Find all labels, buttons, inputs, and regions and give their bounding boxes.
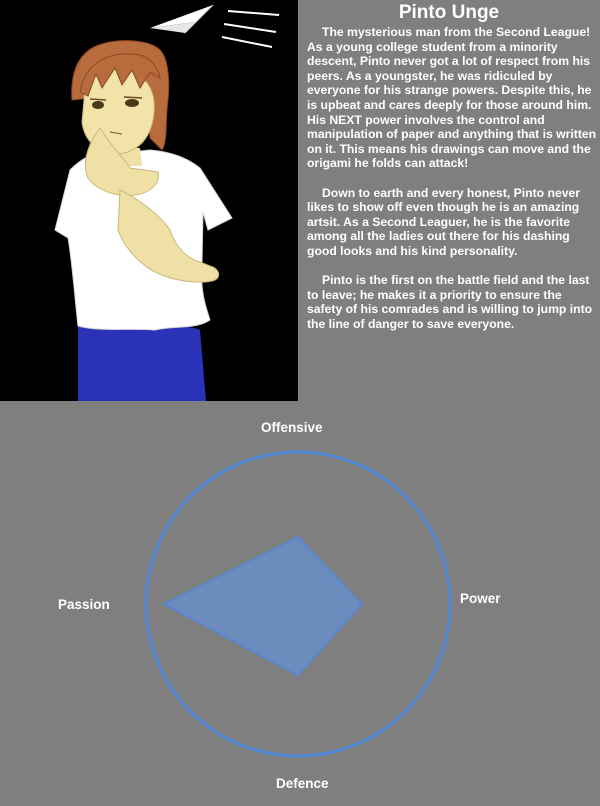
motion-lines-icon	[222, 11, 279, 47]
character-name: Pinto Unge	[398, 2, 500, 23]
paper-airplane-icon	[150, 5, 213, 33]
character-drawing	[0, 0, 298, 401]
radar-vertex-power	[360, 603, 363, 606]
axis-label-power: Power	[460, 591, 501, 606]
radar-vertex-offensive	[297, 536, 300, 539]
axis-label-offensive: Offensive	[261, 420, 323, 435]
axis-label-passion: Passion	[58, 597, 110, 612]
stats-radar-chart	[0, 401, 600, 801]
axis-label-defence: Defence	[276, 776, 329, 791]
radar-value-area	[164, 537, 362, 675]
bio-paragraph-2: Down to earth and every honest, Pinto never likes to show off even though he is an amazing artsit. As a Second Leaguer, he is the favorite among all the ladies out there for his dashing good looks and his kind personality.	[307, 185, 581, 258]
radar-vertex-passion	[163, 603, 166, 606]
biography-panel	[298, 0, 600, 401]
radar-vertex-defence	[297, 674, 300, 677]
character-illustration	[0, 0, 298, 401]
trousers	[78, 323, 206, 401]
bio-paragraph-3: Pinto is the first on the battle field and the last to leave; he makes it a priority to ensure the safety of his comrades and is willing to jump into the line of danger to save everyone.	[307, 273, 593, 331]
bio-paragraph-1: The mysterious man from the Second League! As a young college student from a minority descent, Pinto never got a lot of respect from his peers. As a youngster, he was ridiculed by everyone for his strange powers. Despite this, he is upbeat and cares deeply for those around him. His NEXT power involves the control and manipulation of paper and anything that is written on it. This means his drawings can move and the origami he folds can attack!	[307, 25, 597, 171]
